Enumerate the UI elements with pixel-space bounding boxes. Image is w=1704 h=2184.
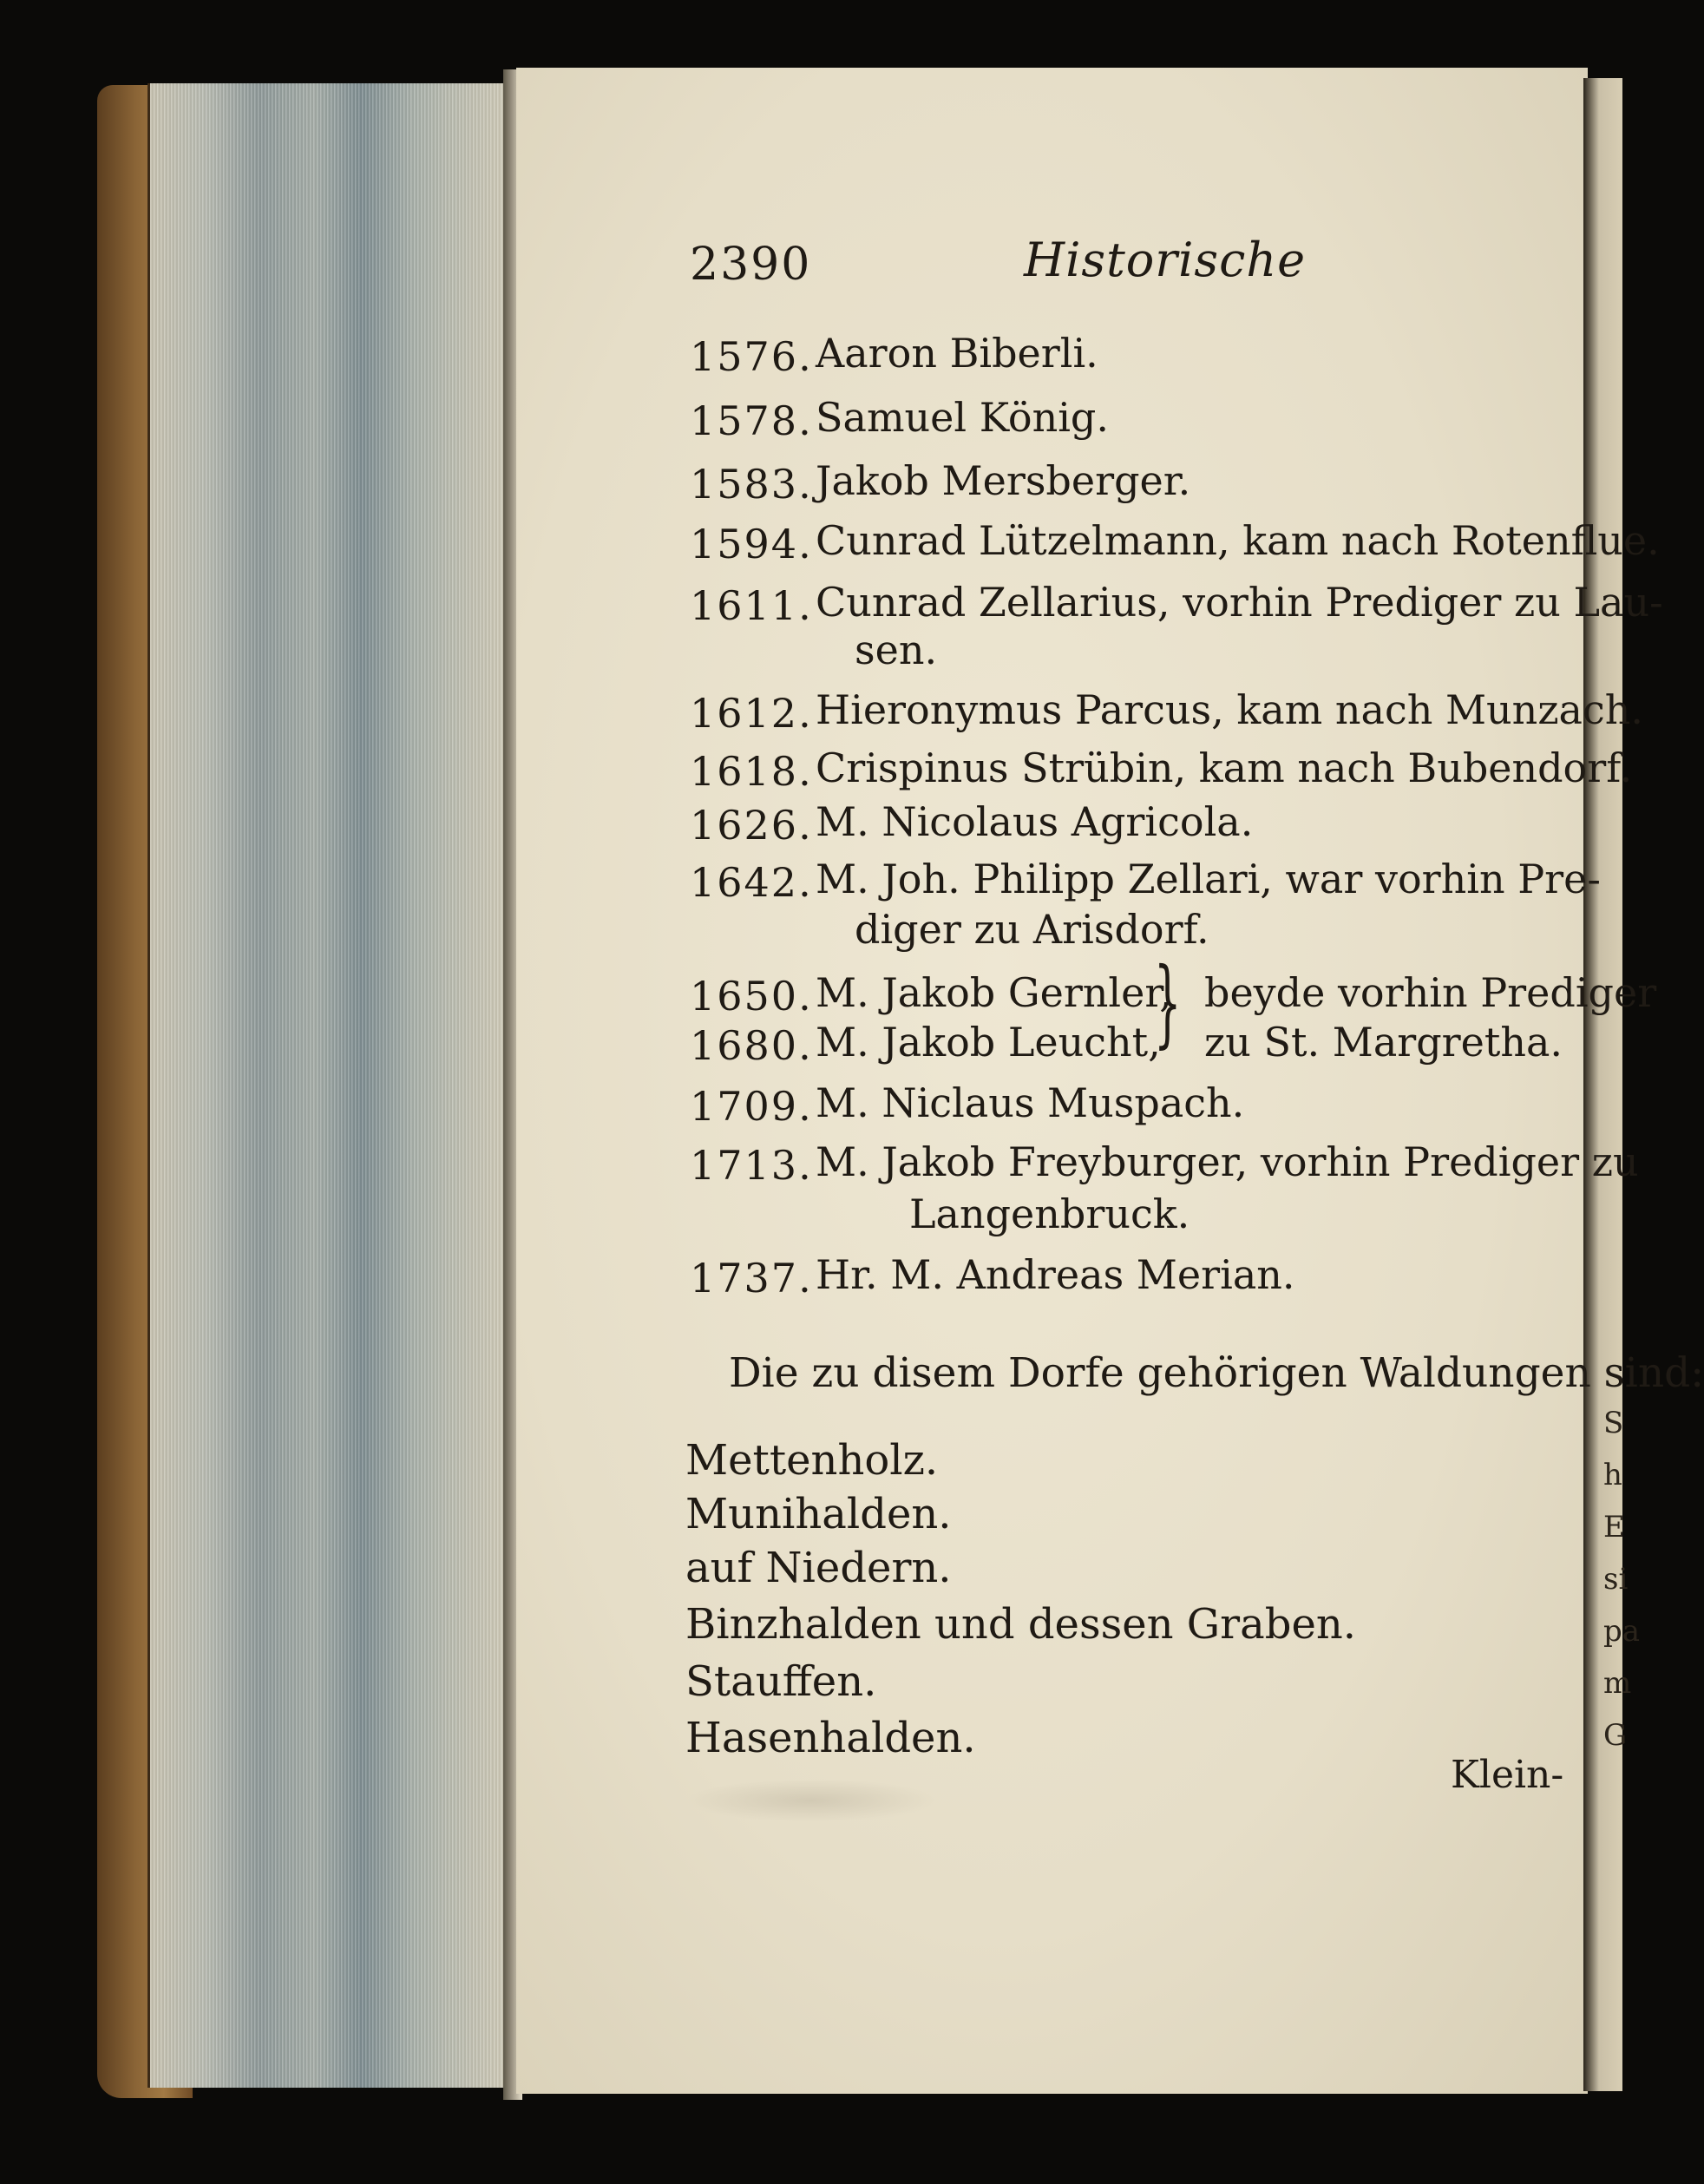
entry-continuation: Langenbruck. bbox=[909, 1190, 1190, 1237]
entry-text: M. Jakob Gernler, bbox=[816, 969, 1172, 1016]
entry-year: 1642. bbox=[690, 859, 813, 906]
entry-text: Aaron Biberli. bbox=[816, 330, 1098, 377]
entry-year: 1713. bbox=[690, 1142, 813, 1189]
entry-year: 1737. bbox=[690, 1255, 813, 1302]
entry-text: Jakob Mersberger. bbox=[816, 457, 1191, 504]
entry-text: M. Jakob Freyburger, vorhin Prediger zu bbox=[816, 1138, 1639, 1185]
facing-page-fragment: m bbox=[1603, 1666, 1632, 1701]
facing-page-fragment: h bbox=[1603, 1458, 1622, 1492]
entry-text: Hieronymus Parcus, kam nach Munzach. bbox=[816, 686, 1643, 733]
entry-text: Hr. M. Andreas Merian. bbox=[816, 1251, 1295, 1298]
entry-text: M. Joh. Philipp Zellari, war vorhin Pre- bbox=[816, 856, 1601, 902]
facing-page-fragment: G bbox=[1603, 1718, 1628, 1753]
list-item: Munihalden. bbox=[685, 1490, 952, 1538]
ink-smudge bbox=[685, 1779, 937, 1822]
entry-text: Crispinus Strübin, kam nach Bubendorf. bbox=[816, 744, 1633, 791]
catchword: Klein- bbox=[1451, 1753, 1564, 1797]
list-item: Hasenhalden. bbox=[685, 1714, 976, 1762]
entry-text: Cunrad Lützelmann, kam nach Rotenflue. bbox=[816, 517, 1660, 564]
list-item: auf Niedern. bbox=[685, 1544, 952, 1592]
facing-page-fragment: S bbox=[1603, 1406, 1624, 1440]
entry-year: 1594. bbox=[690, 521, 813, 567]
curly-brace-icon: } bbox=[1154, 947, 1182, 1058]
entry-text: M. Jakob Leucht, bbox=[816, 1019, 1161, 1066]
facing-page-fragment: si bbox=[1603, 1562, 1629, 1597]
entry-year: 1680. bbox=[690, 1022, 813, 1069]
section-heading: Die zu disem Dorfe gehörigen Waldungen sind: bbox=[729, 1349, 1704, 1397]
page-edges bbox=[147, 83, 514, 2088]
entry-year: 1578. bbox=[690, 397, 813, 444]
entry-text: Samuel König. bbox=[816, 394, 1109, 441]
entry-text: M. Niclaus Muspach. bbox=[816, 1079, 1245, 1126]
entry-continuation: diger zu Arisdorf. bbox=[855, 906, 1209, 953]
facing-page-fragment: E bbox=[1603, 1510, 1625, 1545]
entry-year: 1709. bbox=[690, 1083, 813, 1130]
list-item: Stauffen. bbox=[685, 1657, 877, 1706]
entry-year: 1650. bbox=[690, 973, 813, 1020]
entry-text: Cunrad Zellarius, vorhin Prediger zu Lau- bbox=[816, 579, 1663, 626]
entry-year: 1612. bbox=[690, 690, 813, 737]
bracket-note-line2: zu St. Margretha. bbox=[1204, 1019, 1563, 1066]
entry-year: 1611. bbox=[690, 582, 813, 629]
running-title: Historische bbox=[1024, 233, 1307, 287]
entry-year: 1583. bbox=[690, 461, 813, 508]
entry-year: 1618. bbox=[690, 748, 813, 795]
entry-year: 1626. bbox=[690, 802, 813, 849]
entry-year: 1576. bbox=[690, 333, 813, 380]
bracket-note-line1: beyde vorhin Prediger bbox=[1204, 969, 1657, 1016]
list-item: Mettenholz. bbox=[685, 1436, 939, 1485]
list-item: Binzhalden und dessen Graben. bbox=[685, 1600, 1357, 1649]
entry-text: M. Nicolaus Agricola. bbox=[816, 798, 1254, 845]
entry-continuation: sen. bbox=[855, 626, 938, 673]
page-number: 2390 bbox=[690, 239, 812, 291]
gutter bbox=[1583, 78, 1641, 2091]
facing-page-fragment: pa bbox=[1603, 1614, 1641, 1649]
